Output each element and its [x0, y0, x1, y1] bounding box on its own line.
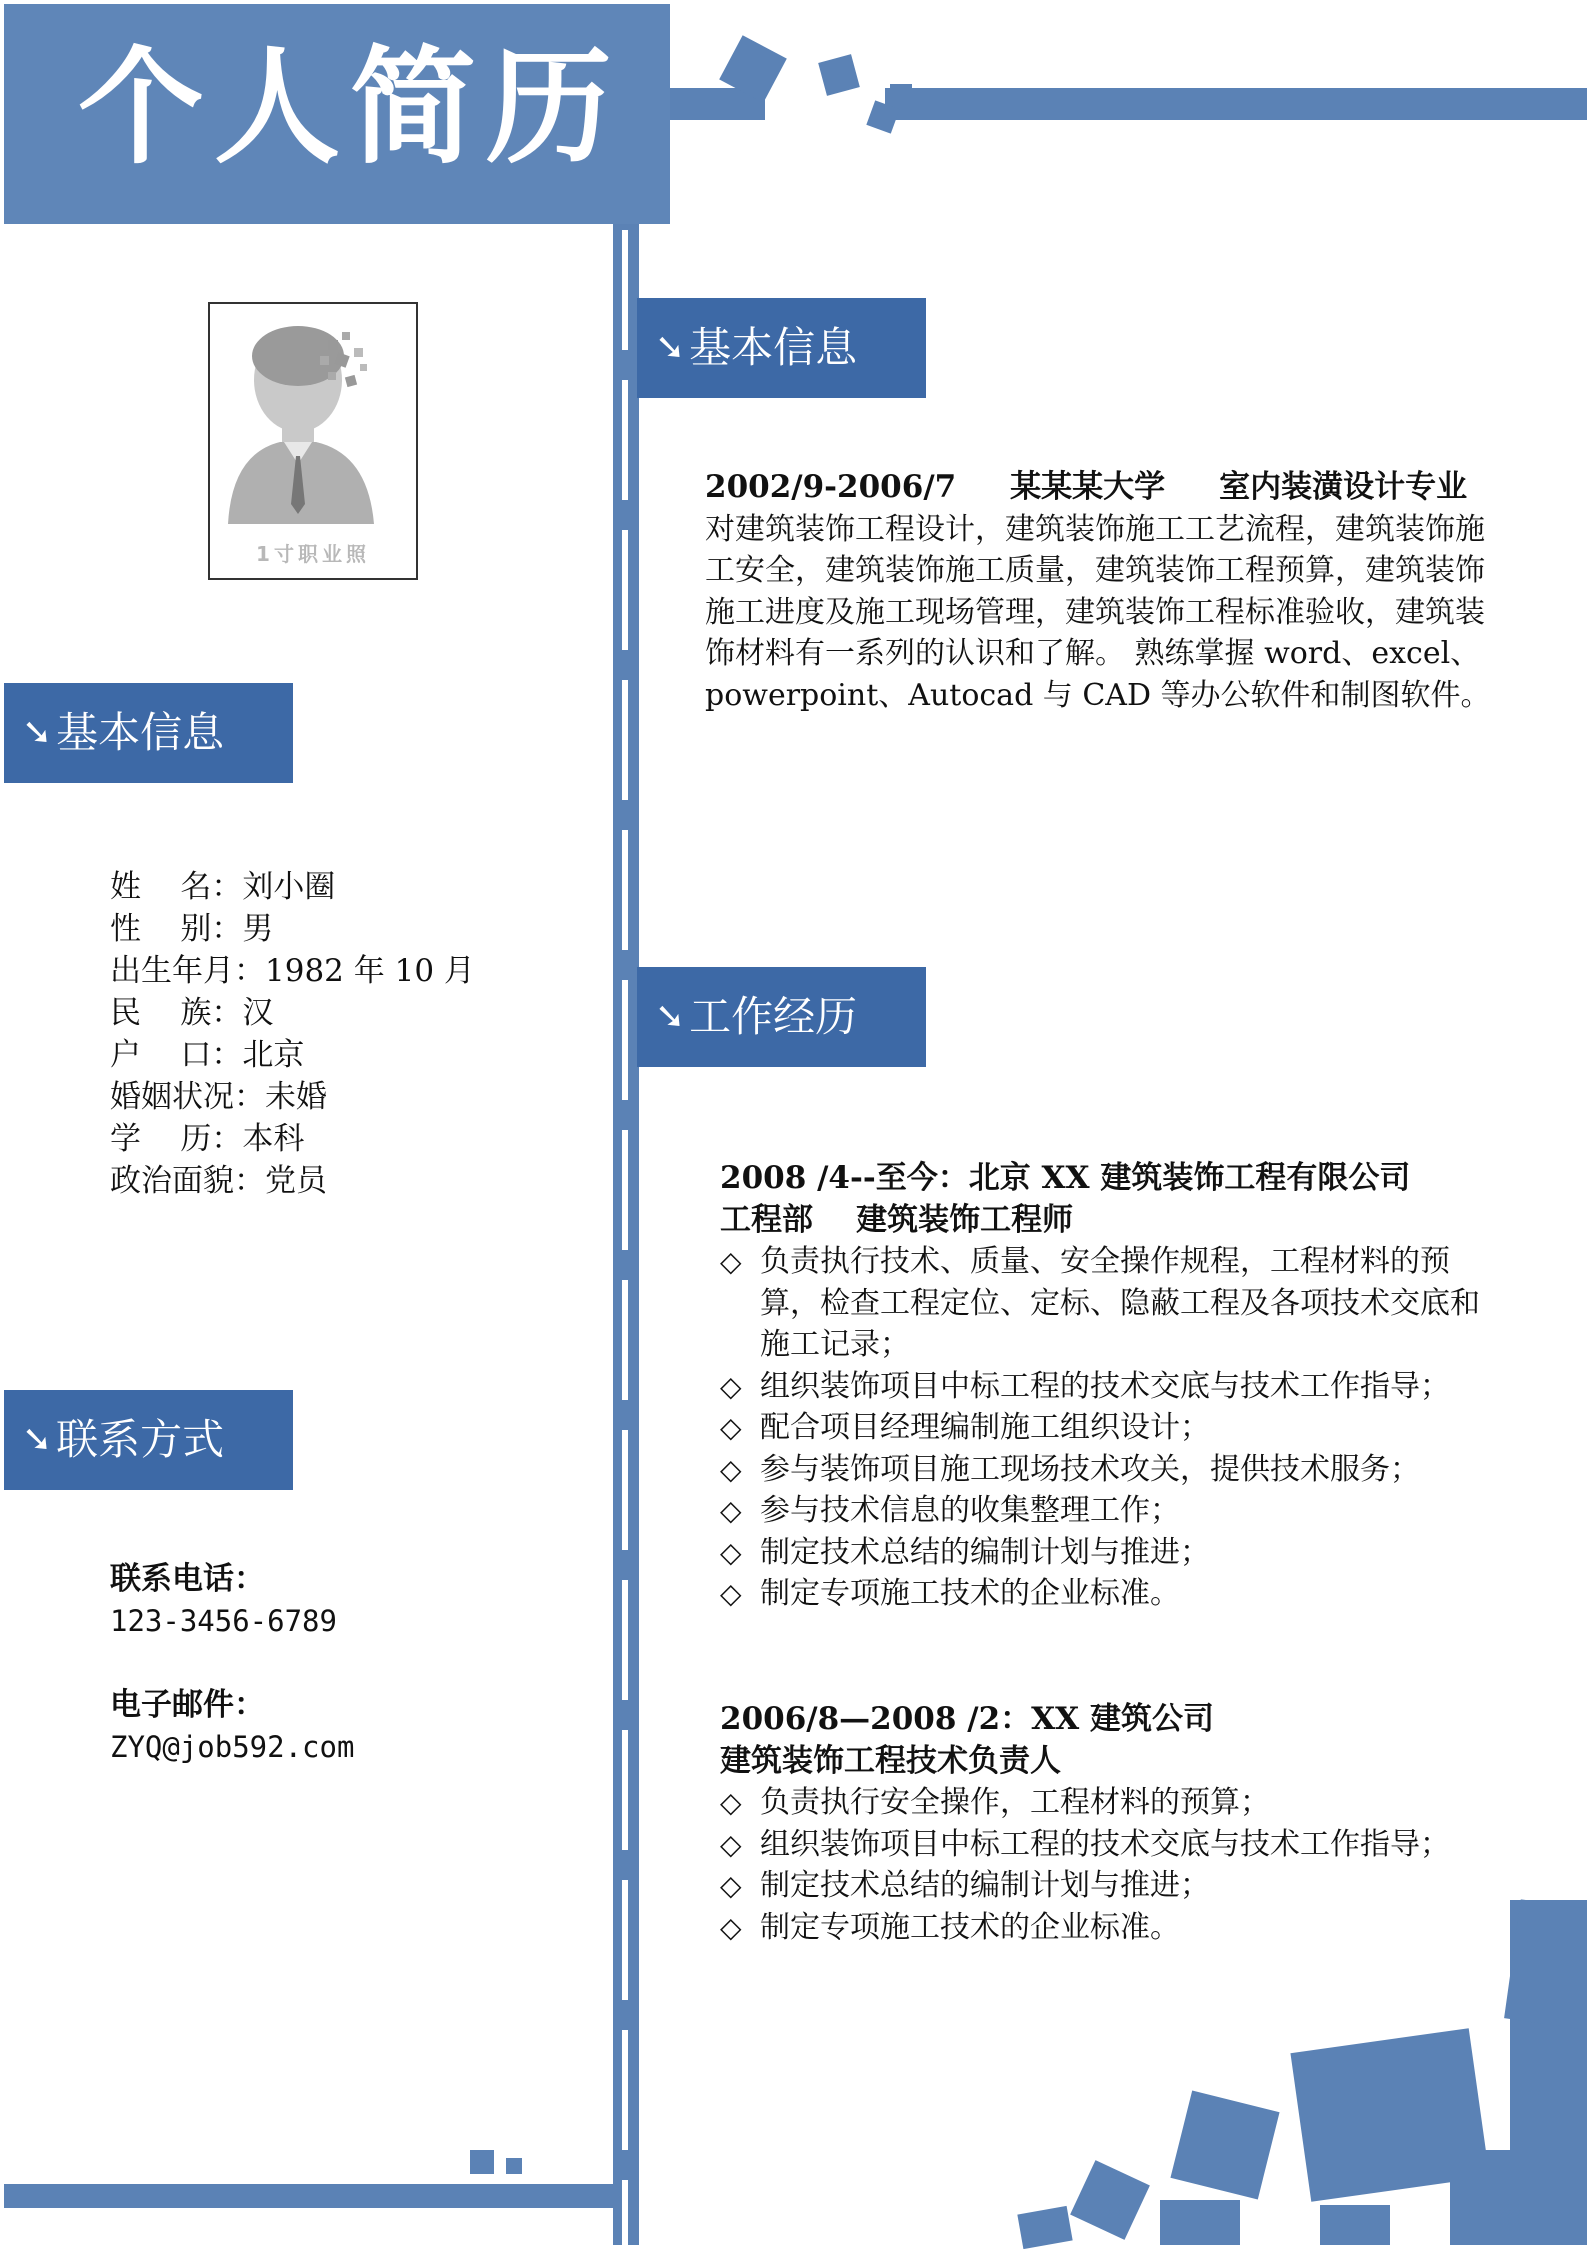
- job-duties: [714, 1241, 1500, 1615]
- bottom-left-bar: [4, 2184, 613, 2208]
- info-education: 学 历：本科: [110, 1121, 305, 1157]
- heading-label: 基本信息: [56, 708, 225, 757]
- job-period-company: 2006/8—2008 /2：XX 建筑公司: [720, 1701, 1215, 1737]
- duty-item: ◇ 组织装饰项目中标工程的技术交底与技术工作指导；: [714, 1824, 1500, 1866]
- duty-item: ◇ 制定技术总结的编制计划与推进；: [714, 1532, 1500, 1574]
- info-marital: 婚姻状况：未婚: [110, 1079, 327, 1115]
- profile-photo: [208, 302, 418, 580]
- duty-item: ◇ 制定专项施工技术的企业标准。: [714, 1573, 1500, 1615]
- divider-stripe: [622, 230, 628, 2245]
- info-gender: 性 别：男: [110, 911, 274, 947]
- duty-item: ◇ 参与装饰项目施工现场技术攻关，提供技术服务；: [714, 1449, 1500, 1491]
- arrow-icon: ➘: [655, 327, 686, 368]
- duty-item: ◇ 负责执行技术、质量、安全操作规程，工程材料的预算，检查工程定位、定标、隐蔽工程及各项技术交底和施工记录；: [714, 1241, 1500, 1366]
- diamond-bullet-icon: ◇: [720, 1494, 742, 1527]
- contact-heading: [4, 1390, 293, 1490]
- heading-label: 联系方式: [56, 1415, 225, 1464]
- arrow-icon: ➘: [22, 712, 53, 753]
- duty-item: ◇ 组织装饰项目中标工程的技术交底与技术工作指导；: [714, 1366, 1500, 1408]
- deco-square: [890, 84, 912, 106]
- deco-square: [1160, 2200, 1240, 2245]
- deco-square: [506, 2158, 522, 2174]
- education-block: [705, 467, 1493, 716]
- job-1: [720, 1158, 1500, 1615]
- basic-info-list: [110, 866, 475, 1202]
- job-2: [720, 1699, 1500, 1948]
- deco-square: [1070, 2160, 1150, 2240]
- diamond-bullet-icon: ◇: [720, 1577, 742, 1610]
- info-birth: 出生年月：1982 年 10 月: [110, 953, 475, 989]
- education-description: 对建筑装饰工程设计，建筑装饰施工工艺流程，建筑装饰施工安全，建筑装饰施工质量，建筑装饰工程预算，建筑装饰施工进度及施工现场管理，建筑装饰工程标准验收，建筑装饰材料有一系列的认识和了解。 熟练掌握 word、excel、powerpoint、Autocad 与 CAD 等办公软件和制图软件。: [705, 511, 1491, 713]
- diamond-bullet-icon: ◇: [720, 1535, 742, 1569]
- education-title: 2002/9-2006/7 某某某大学 室内装潢设计专业: [705, 469, 1468, 505]
- page-title: 个人简历: [78, 33, 622, 181]
- job-role: 工程部 建筑装饰工程师: [720, 1201, 1074, 1238]
- job-period-company: 2008 /4--至今：北京 XX 建筑装饰工程有限公司: [720, 1160, 1411, 1196]
- contact-block: [110, 1558, 354, 1768]
- diamond-bullet-icon: ◇: [720, 1786, 742, 1819]
- photo-caption: 1寸职业照: [256, 542, 370, 566]
- diamond-bullet-icon: ◇: [720, 1369, 742, 1403]
- heading-label: 基本信息: [689, 323, 858, 372]
- deco-square: [1320, 2205, 1390, 2245]
- left-basic-info-heading: [4, 683, 293, 783]
- diamond-bullet-icon: ◇: [720, 1869, 742, 1902]
- arrow-icon: ➘: [655, 996, 686, 1037]
- avatar-icon: [210, 304, 416, 578]
- info-name: 姓 名：刘小圈: [110, 869, 336, 905]
- arrow-icon: ➘: [22, 1419, 53, 1460]
- duty-item: ◇ 负责执行安全操作，工程材料的预算；: [714, 1782, 1500, 1824]
- diamond-bullet-icon: ◇: [720, 1827, 742, 1861]
- email-label: 电子邮件：: [110, 1687, 265, 1723]
- diamond-bullet-icon: ◇: [720, 1411, 742, 1444]
- phone-label: 联系电话：: [110, 1561, 265, 1597]
- diamond-bullet-icon: ◇: [720, 1910, 742, 1944]
- info-ethnicity: 民 族：汉: [110, 995, 274, 1031]
- job-role: 建筑装饰工程技术负责人: [720, 1742, 1061, 1779]
- info-hukou: 户 口：北京: [110, 1037, 305, 1073]
- diamond-bullet-icon: ◇: [720, 1452, 742, 1486]
- deco-square: [470, 2150, 494, 2174]
- diamond-bullet-icon: ◇: [720, 1245, 742, 1278]
- email-value: ZYQ@job592.com: [110, 1730, 355, 1764]
- info-political: 政治面貌：党员: [110, 1163, 327, 1199]
- heading-label: 工作经历: [689, 992, 858, 1041]
- duty-item: ◇ 制定技术总结的编制计划与推进；: [714, 1865, 1500, 1907]
- duty-item: ◇ 制定专项施工技术的企业标准。: [714, 1907, 1500, 1949]
- duty-item: ◇ 配合项目经理编制施工组织设计；: [714, 1407, 1500, 1449]
- phone-value: 123-3456-6789: [110, 1604, 337, 1638]
- deco-square: [1017, 2206, 1072, 2249]
- duty-item: ◇ 参与技术信息的收集整理工作；: [714, 1490, 1500, 1532]
- deco-square: [1450, 2150, 1560, 2245]
- deco-square: [1170, 2090, 1279, 2199]
- right-basic-info-heading: [637, 298, 926, 398]
- job-duties: [714, 1782, 1500, 1948]
- work-experience-heading: [637, 967, 926, 1067]
